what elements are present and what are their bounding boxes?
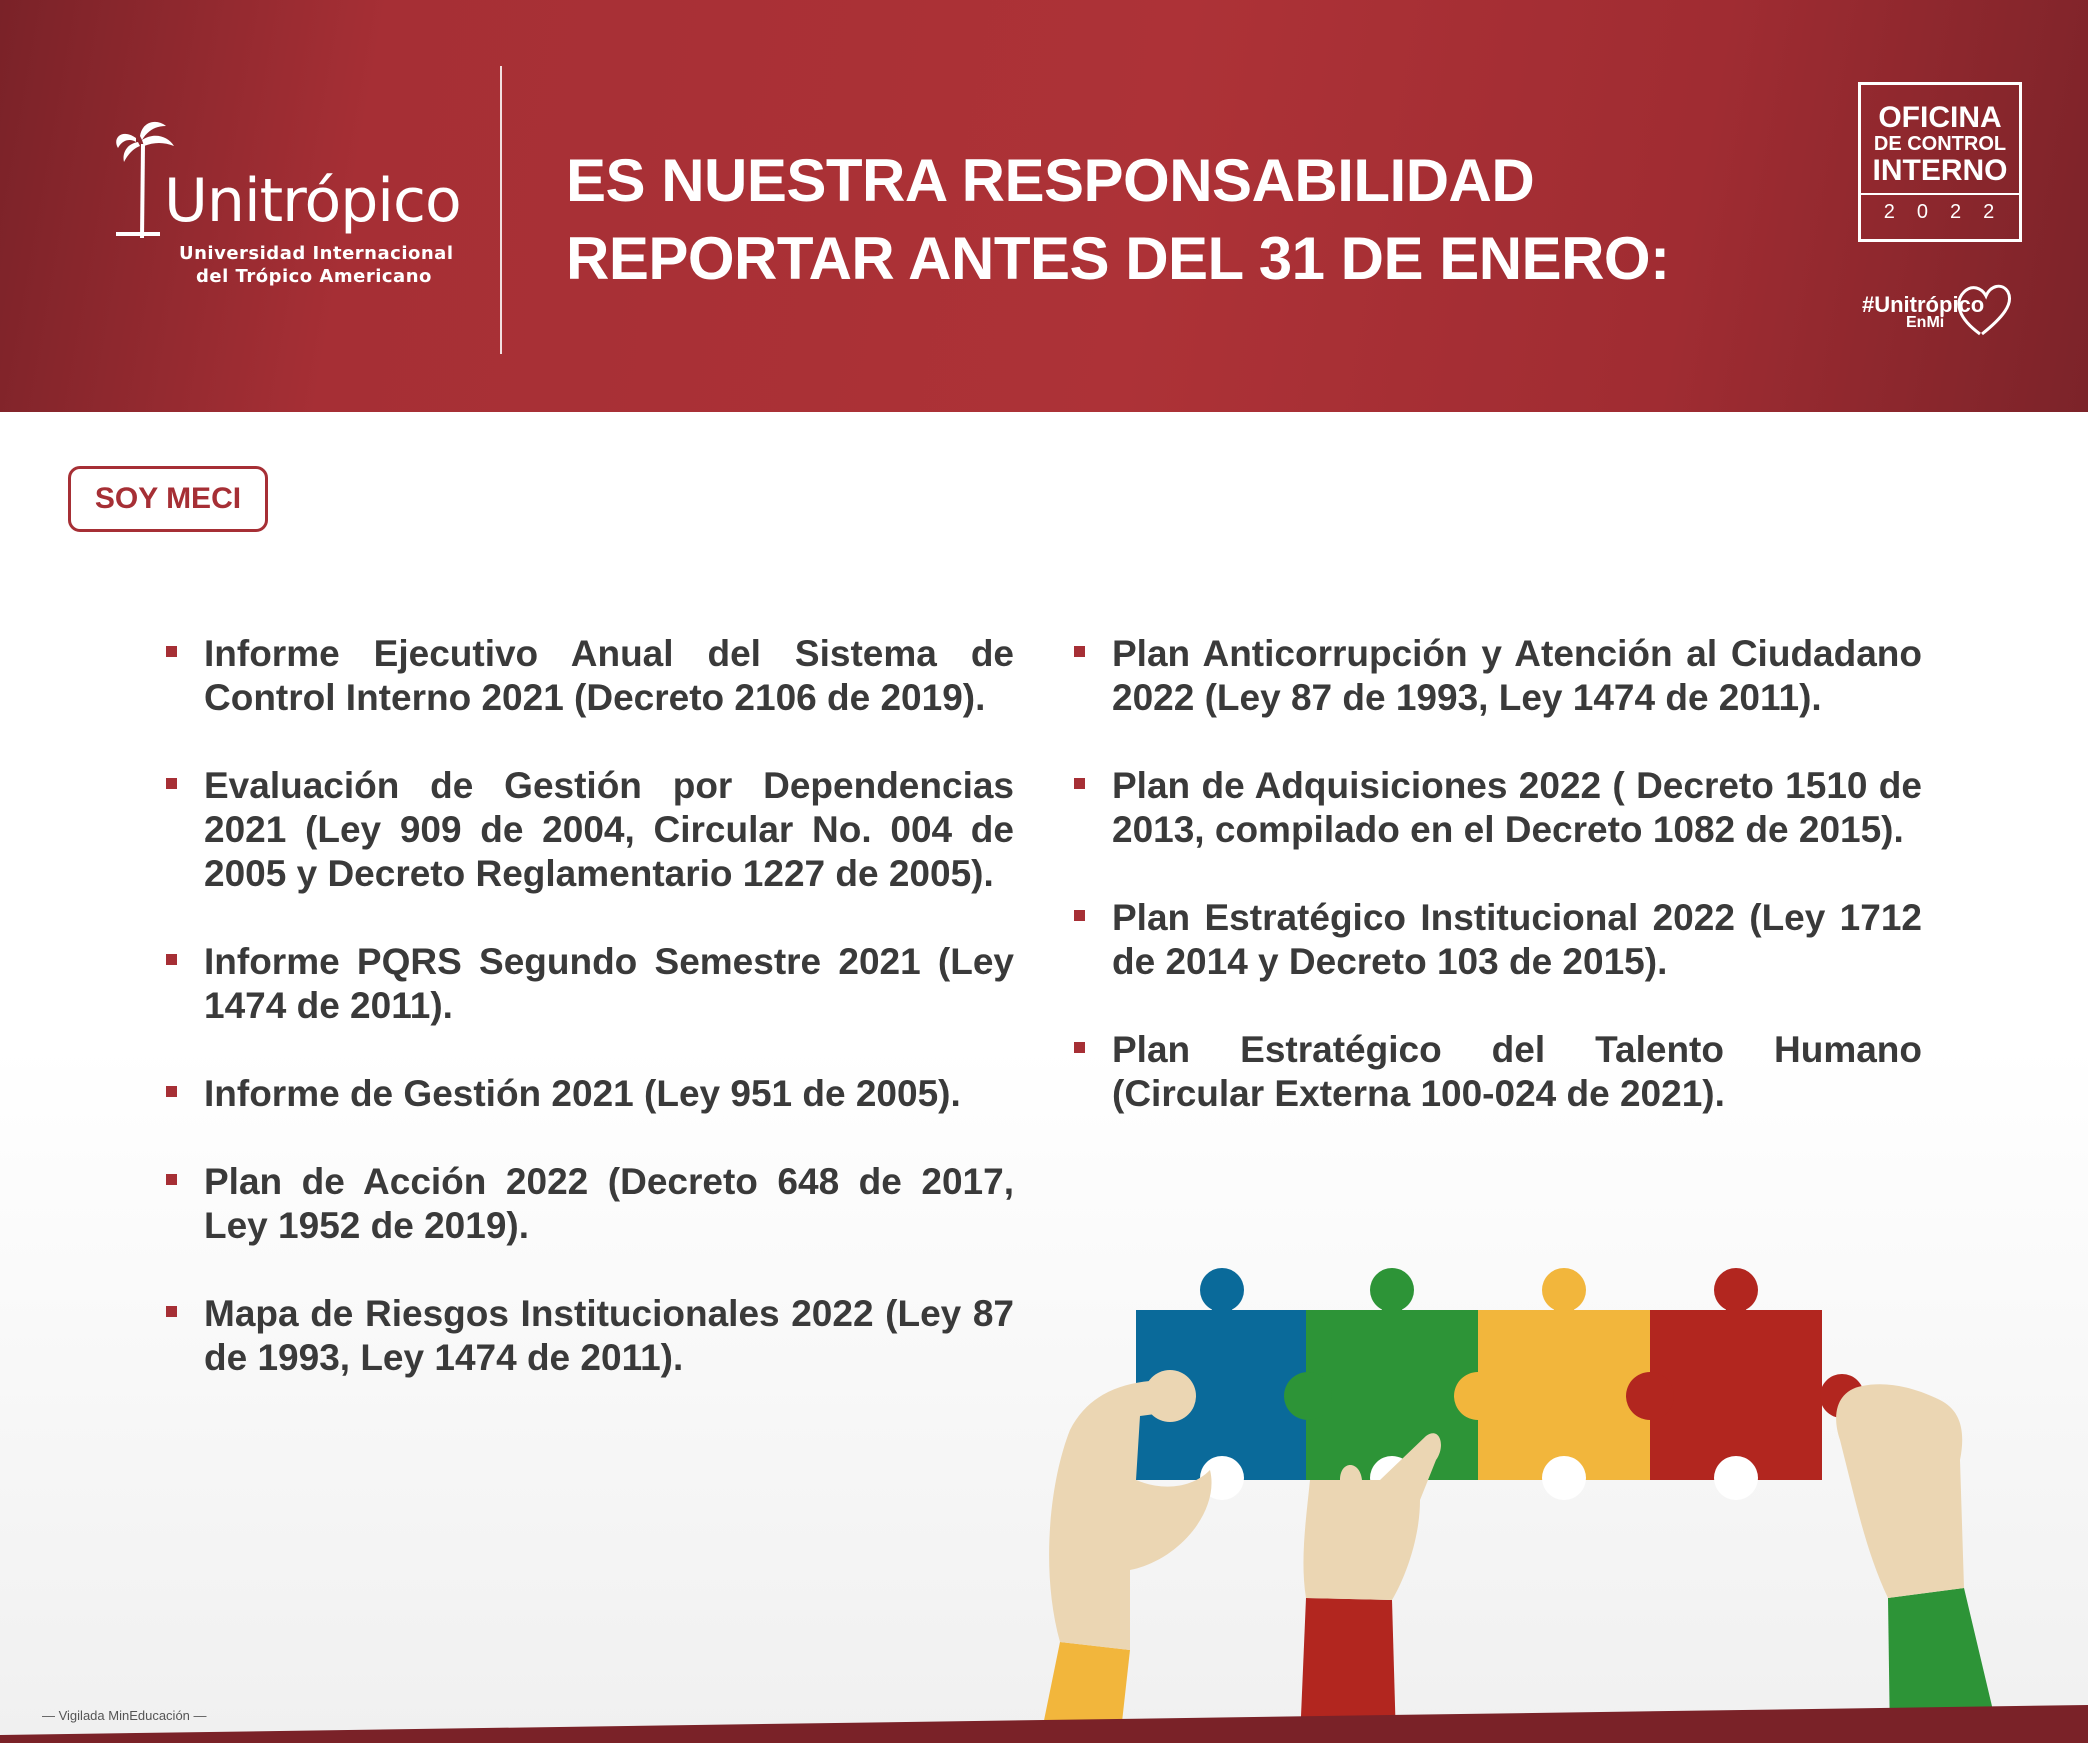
vigilada-footer: — Vigilada MinEducación — — [42, 1708, 207, 1723]
bullet-icon — [1074, 646, 1085, 657]
puzzle-illustration — [1000, 1240, 2000, 1740]
list-item-text: Plan Estratégico del Talento Humano (Circular Externa 100-024 de 2021). — [1112, 1029, 1922, 1114]
list-item-text: Evaluación de Gestión por Dependencias 2021 (Ley 909 de 2004, Circular No. 004 de 2005 y Decreto Reglamentario 1227 de 2005). — [204, 765, 1014, 894]
list-item-text: Plan de Adquisiciones 2022 ( Decreto 1510 de 2013, compilado en el Decreto 1082 de 2015). — [1112, 765, 1922, 850]
list-item-text: Plan Estratégico Institucional 2022 (Ley 1712 de 2014 y Decreto 103 de 2015). — [1112, 897, 1922, 982]
list-item-text: Plan de Acción 2022 (Decreto 648 de 2017, Ley 1952 de 2019). — [204, 1161, 1014, 1246]
bullet-icon — [166, 646, 177, 657]
soy-meci-badge: SOY MECI — [68, 466, 268, 532]
list-item — [166, 1292, 1014, 1380]
puzzle-piece-red — [1626, 1268, 1864, 1500]
list-item — [1074, 896, 1922, 984]
hashtag-line-1: #Unitrópico — [1862, 292, 1985, 317]
header-divider — [500, 66, 502, 354]
list-item — [166, 940, 1014, 1028]
office-badge-year: 2022 — [1883, 201, 2017, 223]
bullet-icon — [166, 1086, 177, 1097]
list-item — [1074, 632, 1922, 720]
logo-subtitle-2: del Trópico Americano — [196, 266, 432, 287]
list-item — [1074, 764, 1922, 852]
headline-line-2: REPORTAR ANTES DEL 31 DE ENERO: — [566, 225, 1670, 292]
bullet-icon — [166, 954, 177, 965]
bullet-icon — [166, 778, 177, 789]
puzzle-piece-yellow — [1454, 1268, 1650, 1500]
puzzle-piece-green — [1284, 1268, 1478, 1500]
list-item — [166, 1160, 1014, 1248]
bullet-icon — [1074, 778, 1085, 789]
list-item — [166, 764, 1014, 896]
bullet-icon — [166, 1306, 177, 1317]
office-badge-line-2: DE CONTROL — [1873, 133, 2007, 155]
hashtag-line-2: EnMi — [1906, 314, 1945, 331]
logo-subtitle-1: Universidad Internacional — [179, 243, 454, 264]
right-hand — [1836, 1384, 1964, 1598]
list-item-text: Informe Ejecutivo Anual del Sistema de Control Interno 2021 (Decreto 2106 de 2019). — [204, 633, 1014, 718]
list-item — [1074, 1028, 1922, 1116]
bullet-icon — [1074, 910, 1085, 921]
office-badge-line-3: INTERNO — [1872, 154, 2008, 187]
list-item-text: Mapa de Riesgos Institucionales 2022 (Ley 87 de 1993, Ley 1474 de 2011). — [204, 1293, 1014, 1378]
office-badge — [1858, 82, 2022, 242]
hashtag — [1862, 274, 2012, 344]
list-item — [166, 632, 1014, 720]
header-banner — [0, 0, 2088, 412]
left-list — [166, 632, 1014, 1424]
headline-line-1: ES NUESTRA RESPONSABILIDAD — [566, 147, 1535, 214]
logo-name: Unitrópico — [164, 166, 461, 236]
list-item — [166, 1072, 1014, 1116]
list-item-text: Plan Anticorrupción y Atención al Ciudadano 2022 (Ley 87 de 1993, Ley 1474 de 2011). — [1112, 633, 1922, 718]
headline — [566, 142, 1670, 298]
list-item-text: Informe PQRS Segundo Semestre 2021 (Ley 1474 de 2011). — [204, 941, 1014, 1026]
bullet-icon — [166, 1174, 177, 1185]
right-list — [1074, 632, 1922, 1160]
list-item-text: Informe de Gestión 2021 (Ley 951 de 2005). — [204, 1073, 961, 1114]
footer-band — [0, 1683, 2088, 1743]
unitropico-logo — [112, 118, 461, 298]
bullet-icon — [1074, 1042, 1085, 1053]
office-badge-line-1: OFICINA — [1878, 101, 2002, 134]
